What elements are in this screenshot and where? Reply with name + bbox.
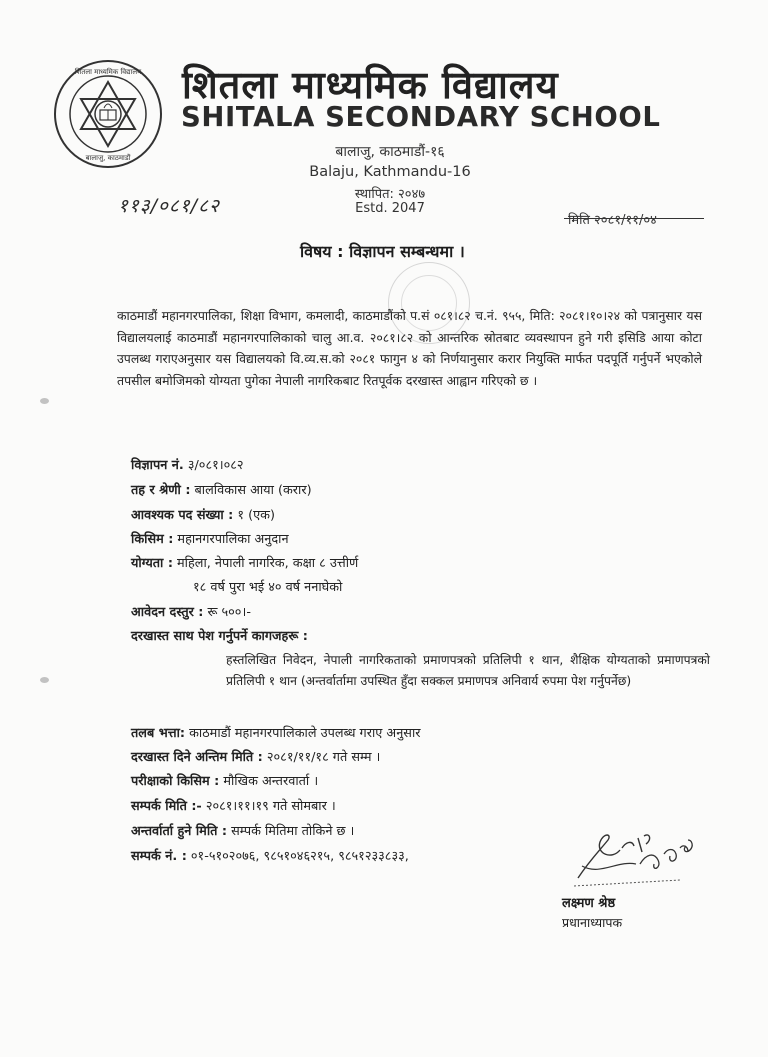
- address-nepali: बालाजु, काठमाडौं-१६: [335, 144, 445, 160]
- established-english: Estd. 2047: [355, 201, 425, 216]
- letter-date: मिति २०८१/११/०४: [568, 210, 698, 228]
- handwritten-signature: [560, 820, 710, 890]
- field-docs-heading: दरखास्त साथ पेश गर्नुपर्ने कागजहरू :: [131, 629, 308, 644]
- field-interview-date: अन्तर्वार्ता हुने मिति : सम्पर्क मितिमा तोकिने छ ।: [131, 824, 355, 839]
- school-seal-logo: [52, 58, 164, 170]
- required-documents-text: हस्तलिखित निवेदन, नेपाली नागरिकताको प्रमाणपत्रको प्रतिलिपी १ थान, शैक्षिक योग्यताको प्रमाणपत्रको प्रतिलिपी १ थान (अन्तर्वार्तामा उपस्थित हुँदा सक्कल प्रमाणपत्र अनिवार्य रुपमा पेश गर्नुपर्नेछ): [226, 653, 710, 688]
- svg-text:बालाजु, काठमाडौं: बालाजु, काठमाडौं: [85, 154, 131, 162]
- punch-hole-icon: [40, 398, 49, 404]
- field-post-count: आवश्यक पद संख्या : १ (एक): [131, 508, 275, 523]
- field-fee: आवेदन दस्तुर : रू ५००।-: [131, 605, 251, 620]
- address-english: Balaju, Kathmandu-16: [309, 164, 471, 180]
- school-name-english: SHITALA SECONDARY SCHOOL: [181, 101, 661, 133]
- punch-hole-icon: [40, 677, 49, 683]
- field-salary: तलब भत्ता: काठमाडौं महानगरपालिकाले उपलब्ध गराए अनुसार: [131, 726, 421, 741]
- field-exam-type: परीक्षाको किसिम : मौखिक अन्तरवार्ता ।: [131, 774, 319, 789]
- established-nepali: स्थापित: २०४७: [354, 187, 426, 202]
- field-type: किसिम : महानगरपालिका अनुदान: [131, 532, 289, 547]
- field-contact-date: सम्पर्क मिति :- २०८१।११।१९ गते सोमबार ।: [131, 799, 336, 814]
- field-level: तह र श्रेणी : बालविकास आया (करार): [131, 483, 312, 498]
- field-age: १८ वर्ष पुरा भई ४० वर्ष ननाघेको: [193, 580, 343, 595]
- body-paragraph: काठमाडौं महानगरपालिका, शिक्षा विभाग, कमलादी, काठमाडौंको प.सं ०८१।८२ च.नं. ९५५, मिति: २०८१।१०।२४ को पत्रानुसार यस विद्यालयलाई काठमाडौं महानगरपालिकाको चालु आ.व. २०८१।८२ को आन्तरिक स्रोतबाट व्यवस्थापन हुने गरी इसिडि आया कोटा उपलब्ध गराएअनुसार यस विद्यालयको वि.व्य.स.को २०८१ फागुन ४ को निर्णयानुसार करार नियुक्ति मार्फत पदपूर्ति गर्नुपर्ने भएकोले तपसील बमोजिमको योग्यता पुगेका नेपाली नागरिकबाट रितपूर्वक दरखास्त आह्वान गरिएको छ ।: [117, 308, 702, 388]
- field-ad-number: विज्ञापन नं. ३/०८१।०८२: [131, 458, 244, 473]
- school-name-nepali: शितला माध्यमिक विद्यालय: [182, 63, 559, 107]
- subject-line: विषय : विज्ञापन सम्बन्धमा ।: [300, 242, 465, 261]
- field-deadline: दरखास्त दिने अन्तिम मिति : २०८१/११/१८ गते सम्म ।: [131, 750, 381, 765]
- signatory-name: लक्ष्मण श्रेष्ठ: [562, 896, 616, 911]
- field-contact-number: सम्पर्क नं. : ०१-५१०२०७६, ९८५१०४६२१५, ९८५१२३३८३३,: [131, 849, 409, 864]
- field-qualification: योग्यता : महिला, नेपाली नागरिक, कक्षा ८ उत्तीर्ण: [131, 556, 359, 571]
- signatory-title: प्रधानाध्यापक: [562, 915, 623, 930]
- reference-number: ११३/०८१/८२: [118, 195, 220, 217]
- svg-text:शितला माध्यमिक विद्यालय: शितला माध्यमिक विद्यालय: [74, 68, 142, 76]
